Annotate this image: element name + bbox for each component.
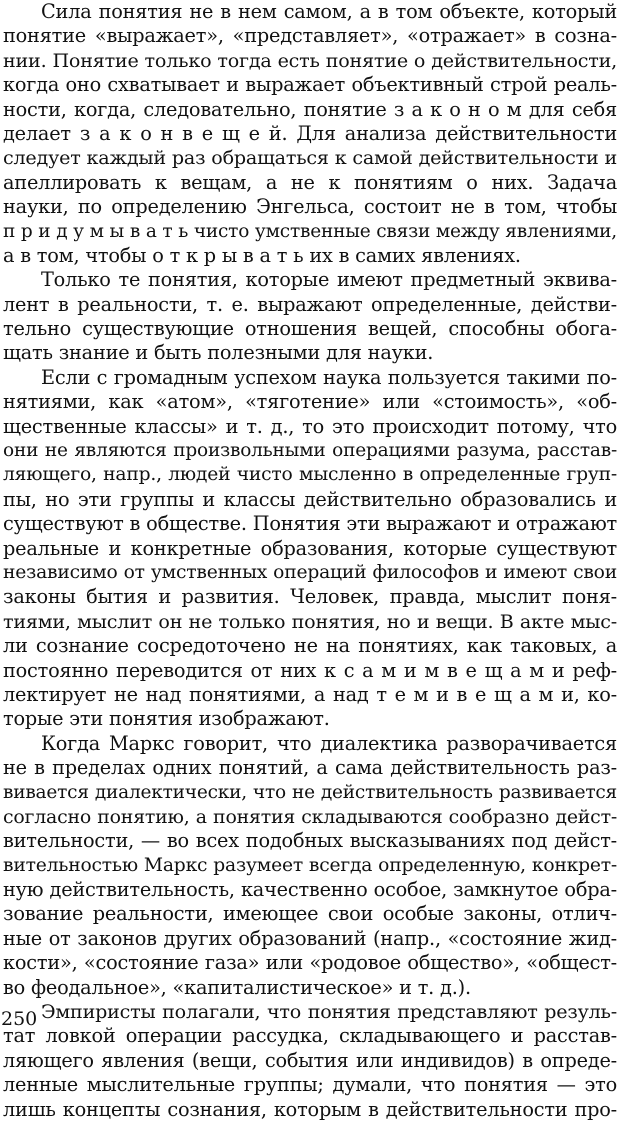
text-line: зование реальности, имеющее свои особые законы, отлич- — [3, 902, 617, 926]
text-line: нятиями, как «атом», «тяготение» или «стоимость», «об- — [3, 390, 617, 414]
text-line: п р и д у м ы в а т ь чисто умственные связи между явлениями, — [3, 220, 617, 242]
text-line: понятие «выражает», «представляет», «отражает» в созна- — [3, 24, 617, 48]
text-line: ли сознание сосредоточено не на понятиях, как таковых, а — [3, 634, 617, 658]
text-line: пы, но эти группы и классы действительно образовались и — [3, 487, 617, 511]
text-line: лент в реальности, т. е. выражают определенные, действи- — [3, 292, 617, 316]
paragraph-4 — [3, 732, 617, 1000]
text-line: торые эти понятия изображают. — [3, 707, 330, 731]
text-line: независимо от умственных операций философов и имеют свои — [3, 561, 617, 583]
text-line: щать знание и быть полезными для науки. — [3, 341, 434, 365]
text-line: ную действительность, качественно особое, замкнутое обра- — [3, 878, 617, 902]
text-line: лектирует не над понятиями, а над т е м и в е щ а м и, ко- — [3, 682, 617, 706]
paragraph-1 — [3, 0, 617, 268]
text-line: реальные и конкретные образования, которые существуют — [3, 536, 617, 560]
text-line: ляющего явления (вещи, события или индивидов) в опреде- — [3, 1048, 617, 1072]
text-line: нии. Понятие только тогда есть понятие о действительности, — [3, 48, 617, 72]
text-line: во феодальное», «капиталистическое» и т. д.). — [3, 975, 471, 999]
text-line: лишь концепты сознания, которым в действительности про- — [3, 1097, 617, 1121]
text-line: ности, когда, следовательно, понятие з а к о н о м для себя — [3, 97, 617, 121]
text-line: тиями, мыслит он не только понятия, но и вещи. В акте мыс- — [3, 609, 617, 633]
text-line: не в пределах одних понятий, а сама действительность раз- — [3, 756, 617, 780]
text-line: ные от законов других образований (напр., «состояние жид- — [3, 926, 617, 950]
text-line: когда оно схватывает и выражает объективный строй реаль- — [3, 73, 617, 97]
text-line: науки, по определению Энгельса, состоит не в том, чтобы — [3, 195, 617, 219]
text-line: Если с громадным успехом наука пользуется такими по- — [41, 365, 617, 389]
text-line: а в том, чтобы о т к р ы в а т ь их в самих явлениях. — [3, 243, 521, 267]
text-line: Сила понятия не в нем самом, а в том объекте, который — [41, 0, 617, 23]
paragraph-3 — [3, 366, 617, 732]
text-line: законы бытия и развития. Человек, правда, мыслит поня- — [3, 585, 617, 609]
paragraph-5 — [3, 1000, 617, 1122]
text-line: апеллировать к вещам, а не к понятиям о них. Задача — [3, 170, 617, 194]
paragraph-2 — [3, 268, 617, 366]
text-line: кости», «состояние газа» или «родовое общество», «общест- — [3, 951, 617, 975]
text-line: постоянно переводится от них к с а м и м в е щ а м и реф- — [3, 658, 617, 682]
text-line: Только те понятия, которые имеют предметный эквива- — [41, 268, 617, 292]
text-line: делает з а к о н в е щ е й. Для анализа действительности — [3, 121, 617, 145]
text-line: тат ловкой операции рассудка, складывающего и расстав- — [3, 1024, 617, 1048]
text-line: щественные классы» и т. д., то это происходит потому, что — [3, 414, 617, 438]
text-line: они не являются произвольными операциями разума, расстав- — [3, 440, 617, 462]
text-line: существуют в обществе. Понятия эти выражают и отражают — [3, 512, 617, 536]
text-line: вительности, — во всех подобных высказываниях под дейст- — [3, 829, 617, 853]
text-line: вительностью Маркс разумеет всегда определенную, конкрет- — [3, 854, 617, 876]
text-line: ляющего, напр., людей чисто мысленно в определенные груп- — [3, 464, 617, 486]
page-text — [3, 0, 617, 1122]
text-line: тельно существующие отношения вещей, способны обога- — [3, 317, 617, 341]
text-line: вивается диалектически, что не действительность развивается — [3, 781, 617, 803]
page-number: 250 — [1, 1008, 38, 1030]
text-line: согласно понятию, а понятия складываются сообразно дейст- — [3, 805, 617, 828]
text-line: Эмпиристы полагали, что понятия представляют резуль- — [41, 1000, 617, 1024]
text-line: ленные мыслительные группы; думали, что понятия — это — [3, 1073, 617, 1097]
text-line: Когда Маркс говорит, что диалектика разворачивается — [41, 731, 617, 755]
text-line: следует каждый раз обращаться к самой действительности и — [3, 146, 617, 170]
